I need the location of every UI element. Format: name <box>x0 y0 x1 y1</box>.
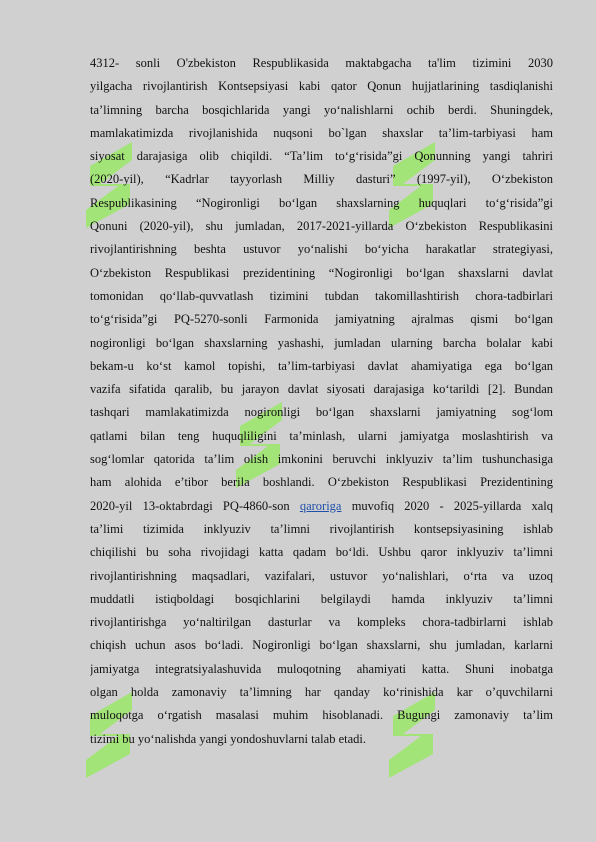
text-line: sog‘lomlar qatorida ta’lim olish imkonini beruvchi inklyuziv ta’lim tushunchasiga <box>90 452 553 467</box>
text-line: muddatli istiqboldagi bosqichlarini belgilaydi hamda inklyuziv ta’limni <box>90 591 553 606</box>
text-line: ta’limning barcha bosqichlarida yangi yo‘nalishlarni ochib berdi. Shuningdek, <box>90 102 553 117</box>
text-line: olgan holda zamonaviy ta’limning har qanday ko‘rinishida kar o’quvchilarni <box>90 685 553 700</box>
text-line: chiqilishi bu soha rivojidagi katta qadam bo‘ldi. Ushbu qaror inklyuziv ta’limni <box>90 545 553 560</box>
text-line: jamiyatga integratsiyalashuvida muloqotning ahamiyati katta. Shuni inobatga <box>90 661 553 676</box>
text-line: tashqari mamlakatimizda nogironligi bo‘lgan shaxslarni jamiyatning sog‘lom <box>90 405 553 420</box>
decree-link[interactable]: qaroriga <box>299 498 342 513</box>
text-line <box>90 495 553 518</box>
text-segment: muvofiq 2020 - 2025-yillarda xalq <box>341 498 553 513</box>
text-line: rivojlantirishga yo‘naltirilgan dasturlar va kompleks chora-tadbirlarni ishlab <box>90 615 553 630</box>
text-line: qatlami bilan teng huquqliligini ta’minlash, ularni jamiyatga moslashtirish va <box>90 428 553 443</box>
text-line: O‘zbekiston Respublikasi prezidentining “Nogironligi bo‘lgan shaxslarni davlat <box>90 265 553 280</box>
text-segment: 2020-yil 13-oktabrdagi PQ-4860-son <box>90 498 300 513</box>
text-line: muloqotga o‘rgatish masalasi muhim hisoblanadi. Bugungi zamonaviy ta’lim <box>90 708 553 723</box>
text-line: 4312- sonli O'zbekiston Respublikasida maktabgacha ta'lim tizimini 2030 <box>90 56 553 70</box>
text-line: Qonuni (2020-yil), shu jumladan, 2017-2021-yillarda O‘zbekiston Respublikasini <box>90 219 553 234</box>
text-line: nogironligi bo‘lgan shaxslarning yashashi, jumladan ularning barcha bolalar kabi <box>90 335 553 350</box>
text-line: bekam-u ko‘st kamol topishi, ta’lim-tarbiyasi davlat ahamiyatiga ega bo‘lgan <box>90 358 553 373</box>
text-line: tizimi bu yo‘nalishda yangi yondoshuvlarni talab etadi. <box>90 731 366 746</box>
body-text <box>90 52 553 751</box>
text-line: chiqish uchun asos bo‘ladi. Nogironligi bo‘lgan shaxslarni, shu jumladan, karlarni <box>90 638 553 653</box>
text-line: mamlakatimizda rivojlanishida nuqsoni bo`lgan shaxslar ta’lim-tarbiyasi ham <box>90 125 553 140</box>
text-line: siyosat darajasiga olib chiqildi. “Ta’lim to‘g‘risida”gi Qonunning yangi tahriri <box>90 149 553 164</box>
text-line: to‘g‘risida”gi PQ-5270-sonli Farmonida jamiyatning ajralmas qismi bo‘lgan <box>90 312 553 327</box>
text-line: tomonidan qo‘llab-quvvatlash tizimini tubdan takomillashtirish chora-tadbirlari <box>90 288 553 303</box>
text-line: ham alohida e’tibor berila boshlandi. O‘zbekiston Respublikasi Prezidentining <box>90 475 553 490</box>
text-line: rivojlantirishning beshta ustuvor yo‘nalishi bo‘yicha harakatlar strategiyasi, <box>90 242 553 257</box>
text-line: Respublikasining “Nogironligi bo‘lgan shaxslarning huquqlari to‘g‘risida”gi <box>90 195 553 210</box>
text-line: (2020-yil), “Kadrlar tayyorlash Milliy dasturi” (1997-yil), O‘zbekiston <box>90 172 553 187</box>
text-line: vazifa sifatida qaralib, bu jarayon davlat siyosati darajasiga ko‘tarildi [2]. Bundan <box>90 382 553 397</box>
text-line: rivojlantirishning maqsadlari, vazifalari, ustuvor yo‘nalishlari, o‘rta va uzoq <box>90 568 553 583</box>
text-line: ta’limi tizimida inklyuziv ta’limni rivojlantirish kontsepsiyasining ishlab <box>90 521 553 536</box>
text-line: yilgacha rivojlantirish Kontsepsiyasi kabi qator Qonun hujjatlarining tasdiqlanishi <box>90 79 553 94</box>
